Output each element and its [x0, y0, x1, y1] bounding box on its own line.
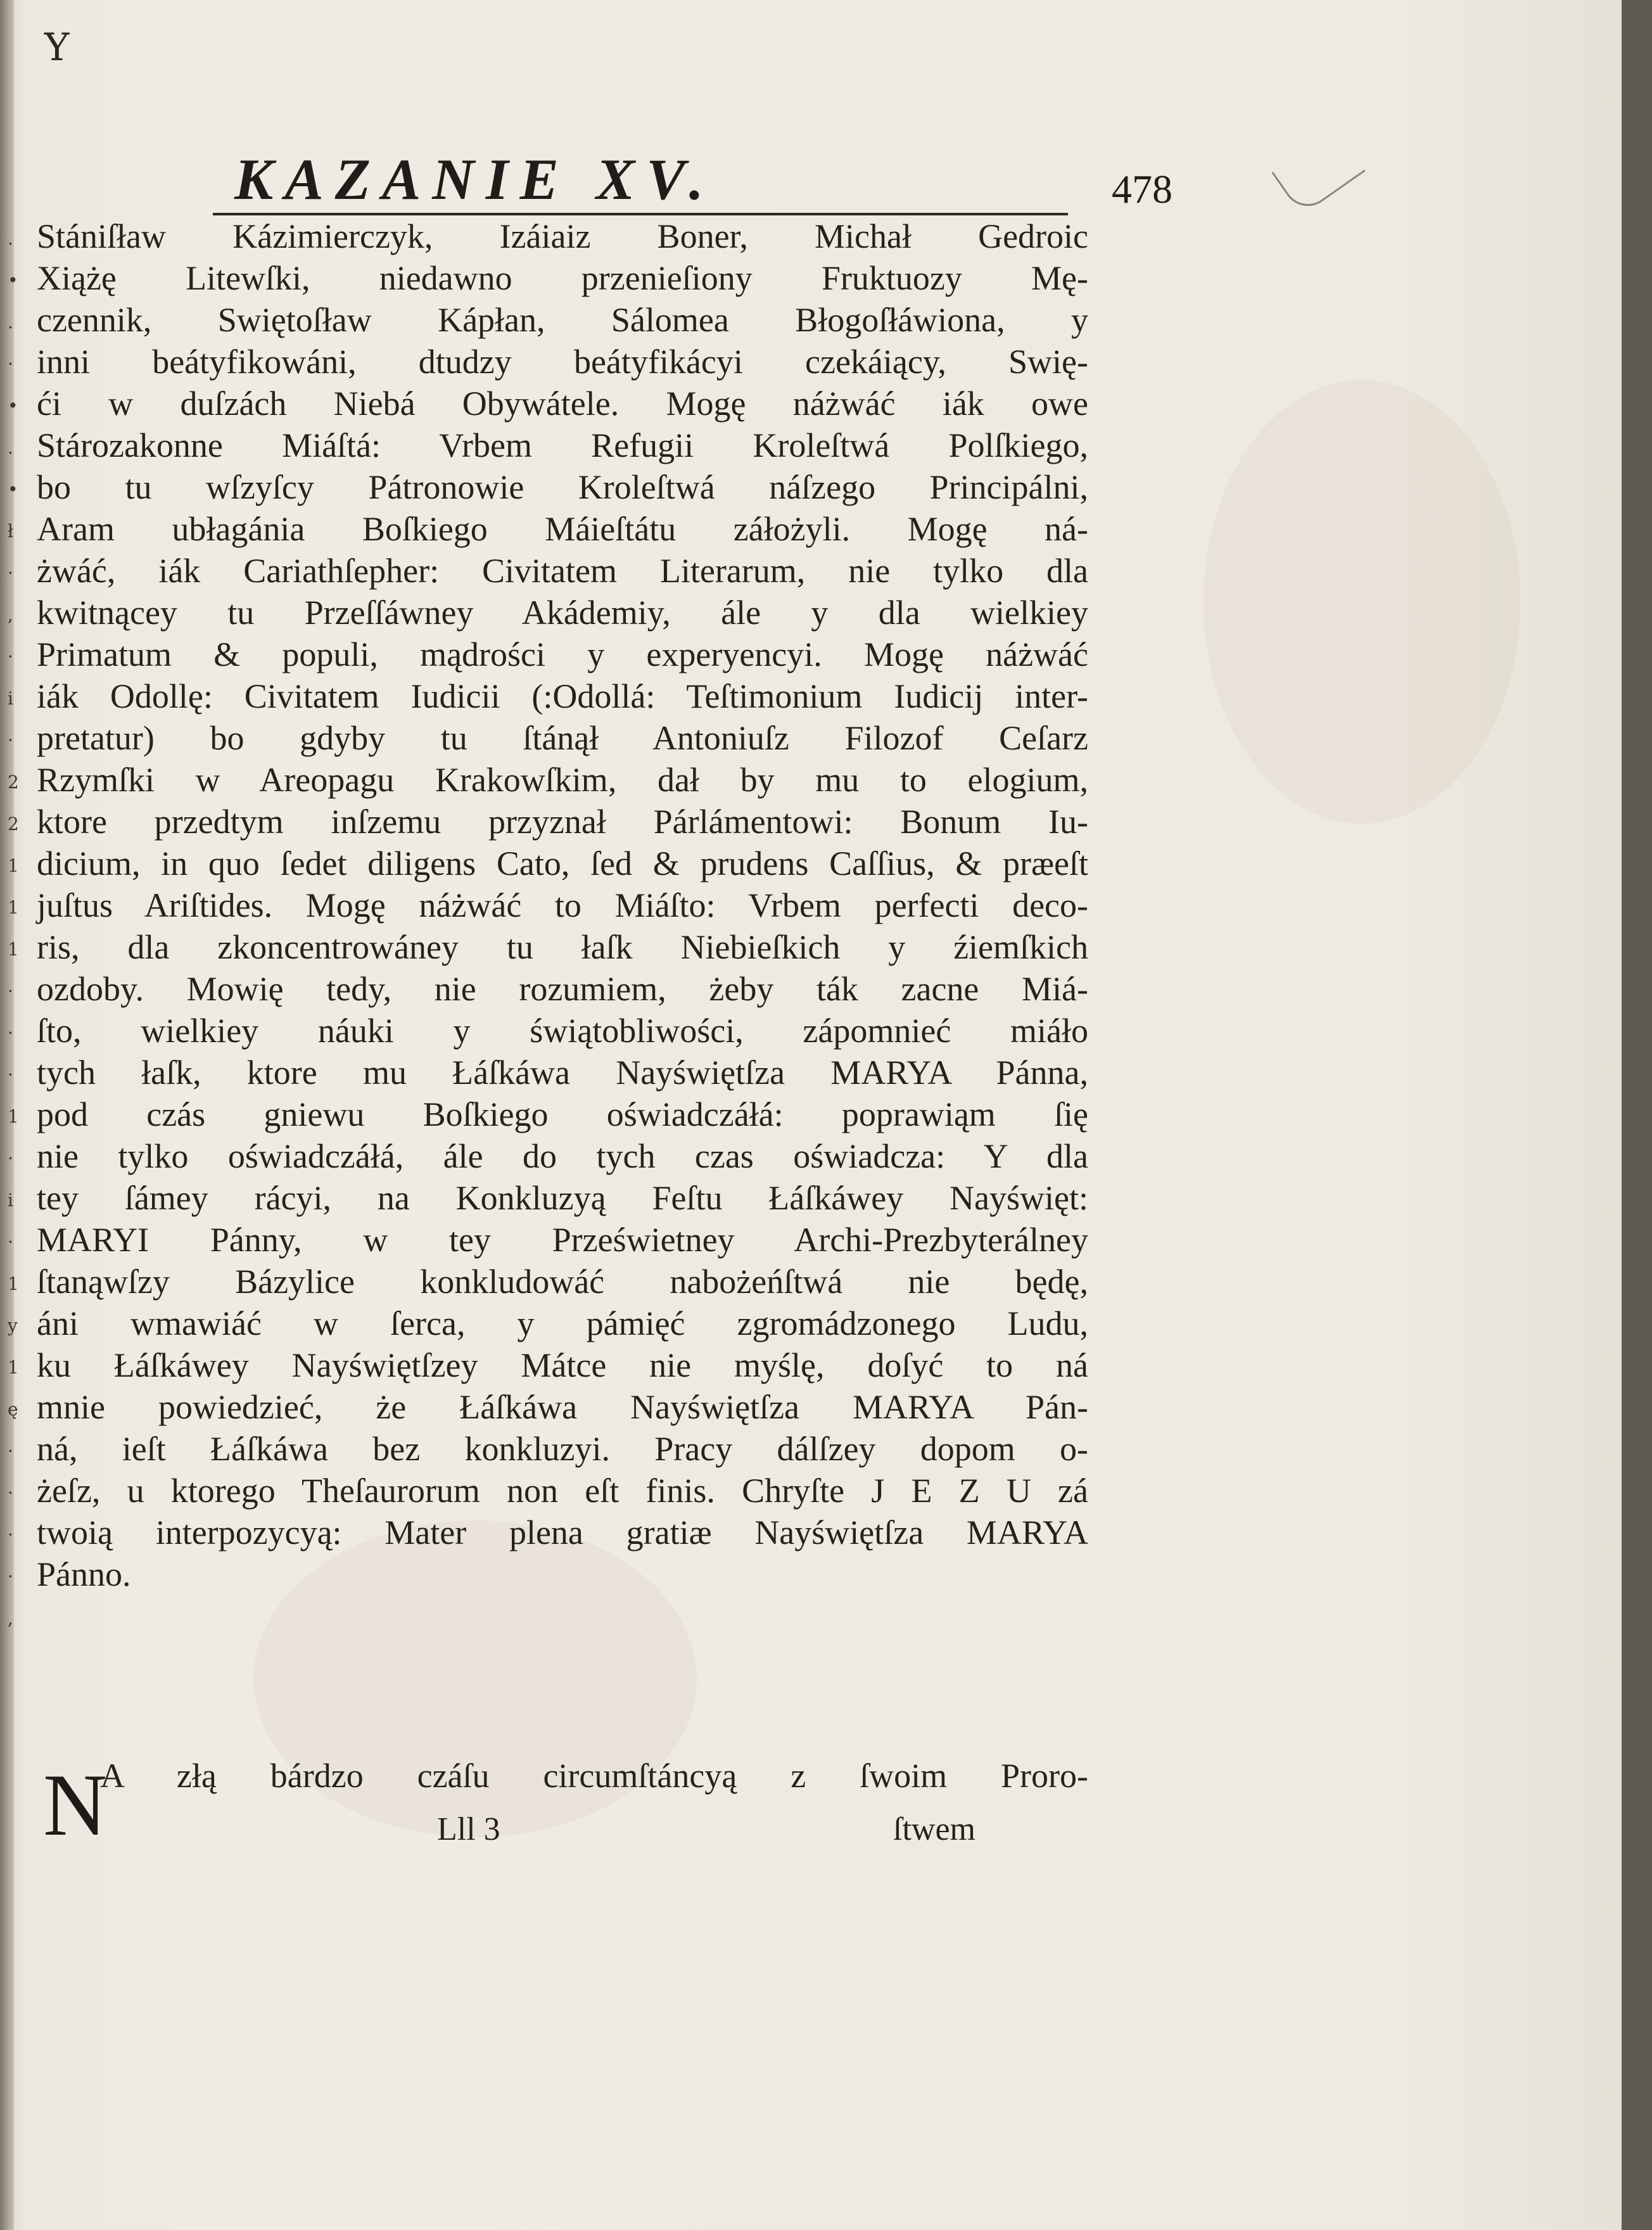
running-head-title: KAZANIE XV.	[234, 147, 715, 212]
text-line: ná, ieſt Łáſkáwa bez konkluzyi. Pracy dálſzey dopom o-	[37, 1430, 1088, 1468]
text-line: Stározakonne Miáſtá: Vrbem Refugii Kroleſtwá Polſkiego,	[37, 426, 1088, 464]
margin-mark: .	[8, 437, 13, 458]
margin-mark: ·	[8, 981, 13, 1002]
margin-mark: ł	[8, 521, 14, 542]
margin-mark: 1	[8, 855, 19, 876]
text-line: pod czás gniewu Boſkiego oświadczáłá: poprawiąm ſię	[37, 1095, 1088, 1133]
margin-mark: •	[8, 270, 18, 291]
text-line: twoią interpozycyą: Mater plena gratiæ Nayświętſza MARYA	[37, 1513, 1088, 1551]
text-line: Rzymſki w Areopagu Krakowſkim, dał by mu to elogium,	[37, 761, 1088, 799]
margin-mark: y	[8, 1315, 18, 1336]
text-line: żwáć, iák Cariathſepher: Civitatem Literarum, nie tylko dla	[37, 552, 1088, 590]
text-line: ris, dla zkoncentrowáney tu łaſk Niebieſkich y źiemſkich	[37, 928, 1088, 966]
dropcap-letter: N	[43, 1756, 108, 1854]
margin-mark: ,	[8, 1608, 13, 1629]
text-line: ſtanąwſzy Bázylice konkludowáć nabożeńſtwá nie będę,	[37, 1263, 1088, 1301]
text-line: dicium, in quo ſedet diligens Cato, ſed & prudens Caſſius, & præeſt	[37, 844, 1088, 882]
text-line: Aram ubłagánia Boſkiego Máieſtátu záłożyli. Mogę ná-	[37, 510, 1088, 548]
margin-mark: .	[8, 228, 13, 249]
margin-mark: 2	[8, 772, 19, 793]
margin-mark: ·	[8, 646, 13, 667]
margin-mark: .	[8, 312, 13, 333]
text-line: Primatum & populi, mądrości y experyencyi. Mogę náżwáć	[37, 635, 1088, 673]
margin-mark: ę	[8, 1399, 18, 1420]
margin-mark: 1	[8, 1106, 19, 1127]
margin-mark: 1	[8, 1273, 19, 1294]
margin-mark: i	[8, 1190, 13, 1211]
margin-mark: ·	[8, 1566, 13, 1587]
margin-mark: ·	[8, 1064, 13, 1085]
running-header	[215, 146, 1064, 215]
margin-mark: ·	[8, 1148, 13, 1169]
text-line: juſtus Ariſtides. Mogę náżwáć to Miáſto: Vrbem perfecti deco-	[37, 886, 1088, 924]
margin-mark: •	[8, 395, 18, 416]
body-text	[37, 215, 1088, 1595]
margin-mark: ,	[8, 604, 13, 625]
text-line: nie tylko oświadczáłá, ále do tych czas oświadcza: Y dla	[37, 1137, 1088, 1175]
margin-mark: ·	[8, 1441, 13, 1462]
margin-mark: ·	[8, 354, 13, 374]
pencil-mark	[1271, 128, 1365, 216]
margin-mark: ·	[8, 1482, 13, 1503]
text-line: ku Łáſkáwey Nayświętſzey Mátce nie myślę, doſyć to ná	[37, 1346, 1088, 1384]
margin-marks	[8, 0, 27, 2230]
text-line: czennik, Swiętoſław Kápłan, Sálomea Błogoſłáwiona, y	[37, 301, 1088, 339]
text-line: ozdoby. Mowię tedy, nie rozumiem, żeby ták zacne Miá-	[37, 970, 1088, 1008]
text-line: Stániſław Kázimierczyk, Izáiaiz Boner, Michał Gedroic	[37, 217, 1088, 255]
text-line: żeſz, u ktorego Theſaurorum non eſt finis. Chryſte J E Z U zá	[37, 1472, 1088, 1510]
dropcap-line: A złą bárdzo czáſu circumſtáncyą z ſwoim Proro-	[100, 1757, 1088, 1795]
margin-mark: 1	[8, 939, 19, 960]
text-line: MARYI Pánny, w tey Prześwietney Archi-Prezbyterálney	[37, 1221, 1088, 1259]
page-edge-background	[1622, 0, 1652, 2230]
catchword: ſtwem	[893, 1811, 975, 1847]
text-line: inni beátyfikowáni, dtudzy beátyfikácyi czekáiący, Swię-	[37, 343, 1088, 381]
text-line: áni wmawiáć w ſerca, y pámięć zgromádzonego Ludu,	[37, 1304, 1088, 1342]
text-line: mnie powiedzieć, że Łáſkáwa Nayświętſza MARYA Pán-	[37, 1388, 1088, 1426]
text-line: Pánno.	[37, 1555, 131, 1593]
margin-mark: i	[8, 688, 13, 709]
text-line: ſto, wielkiey náuki y świątobliwości, zápomnieć miáło	[37, 1012, 1088, 1050]
signature-mark: Lll 3	[437, 1811, 500, 1847]
text-line: tych łaſk, ktore mu Łáſkáwa Nayświętſza MARYA Pánna,	[37, 1054, 1088, 1092]
margin-mark: ·	[8, 1232, 13, 1252]
margin-mark: ·	[8, 1524, 13, 1545]
text-line: iák Odollę: Civitatem Iudicii (:Odollá: Teſtimonium Iudicij inter-	[37, 677, 1088, 715]
margin-mark: ·	[8, 563, 13, 583]
margin-mark: ·	[8, 730, 13, 751]
margin-mark: 1	[8, 897, 19, 918]
margin-mark: 1	[8, 1357, 19, 1378]
margin-mark: •	[8, 479, 18, 500]
margin-mark: ·	[8, 1023, 13, 1043]
text-line: pretatur) bo gdyby tu ſtánął Antoniuſz Filozof Ceſarz	[37, 719, 1088, 757]
text-line: kwitnącey tu Przeſſáwney Akádemiy, ále y dla wielkiey	[37, 594, 1088, 632]
corner-mark: Y	[44, 25, 70, 70]
paper-stain	[1204, 380, 1520, 824]
margin-mark: 2	[8, 813, 19, 834]
text-line: ći w duſzách Niebá Obywátele. Mogę náżwáć iák owe	[37, 385, 1088, 423]
text-line: ktore przedtym inſzemu przyznał Párlámentowi: Bonum Iu-	[37, 803, 1088, 841]
text-line: Xiążę Litewſki, niedawno przenieſiony Fruktuozy Mę-	[37, 259, 1088, 297]
page-number: 478	[1112, 167, 1172, 212]
text-line: bo tu wſzyſcy Pátronowie Kroleſtwá náſzego Principálni,	[37, 468, 1088, 506]
text-line: tey ſámey rácyi, na Konkluzyą Feſtu Łáſkáwey Nayświęt:	[37, 1179, 1088, 1217]
